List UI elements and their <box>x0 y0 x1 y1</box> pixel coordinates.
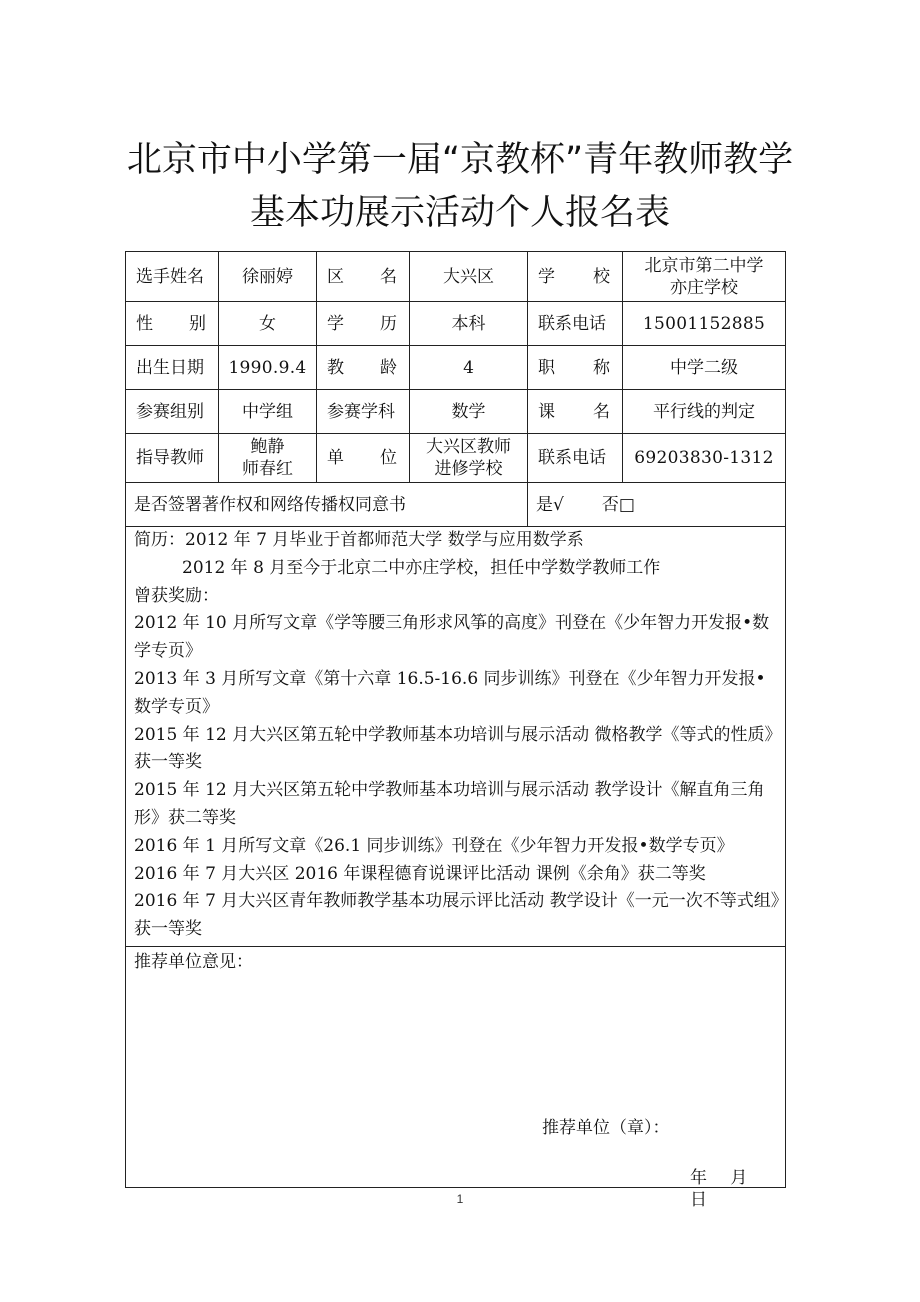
school-label: 学 校 <box>528 252 623 302</box>
unit-phone-label: 联系电话 <box>528 434 623 483</box>
document-title-line1: 北京市中小学第一届“京教杯”青年教师教学 <box>126 140 794 180</box>
district-value: 大兴区 <box>410 252 528 302</box>
recommendation-label: 推荐单位意见： <box>134 951 253 972</box>
name-label: 选手姓名 <box>126 252 219 302</box>
consent-question: 是否签署著作权和网络传播权同意书 <box>126 483 528 527</box>
unit-line1: 大兴区教师 <box>426 437 511 457</box>
award-item: 2012 年 10 月所写文章《学等腰三角形求风筝的高度》刊登在《少年智力开发报•数学专页》 <box>134 613 770 662</box>
birth-label: 出生日期 <box>126 346 219 390</box>
gender-label: 性 别 <box>126 302 219 346</box>
course-value: 平行线的判定 <box>623 390 786 434</box>
consent-no: 否□ <box>601 494 635 515</box>
school-line2: 亦庄学校 <box>670 277 738 298</box>
page-number: 1 <box>456 1192 464 1206</box>
consent-yes: 是√ <box>536 494 564 515</box>
course-label: 课 名 <box>528 390 623 434</box>
award-item: 2015 年 12 月大兴区第五轮中学教师基本功培训与展示活动 教学设计《解直角三角形》获二等奖 <box>134 780 765 828</box>
date-month: 月 <box>730 1167 748 1188</box>
unit-value <box>410 434 528 483</box>
subject-label: 参赛学科 <box>317 390 410 434</box>
job-title-value: 中学二级 <box>623 346 786 390</box>
birth-value: 1990.9.4 <box>219 346 317 390</box>
date-year: 年 <box>690 1167 707 1188</box>
awards-heading: 曾获奖励： <box>134 585 219 606</box>
school-value <box>623 252 786 302</box>
mentor-line2: 师春红 <box>242 459 293 479</box>
award-item: 2016 年 7 月大兴区青年教师教学基本功展示评比活动 教学设计《一元一次不等式组》获一等奖 <box>134 891 780 940</box>
resume-line1: 简历：2012 年 7 月毕业于首都师范大学 数学与应用数学系 <box>134 530 584 550</box>
award-item: 2013 年 3 月所写文章《第十六章 16.5-16.6 同步训练》刊登在《少年智力开发报•数学专页》 <box>134 668 766 717</box>
name-value: 徐丽婷 <box>219 252 317 302</box>
award-item: 2016 年 7 月大兴区 2016 年课程德育说课评比活动 课例《余角》获二等奖 <box>134 863 706 884</box>
recommendation-seal: 推荐单位（章）： <box>542 1117 670 1138</box>
registration-form-table <box>125 251 786 1210</box>
education-value: 本科 <box>410 302 528 346</box>
date-day: 日 <box>690 1189 707 1210</box>
award-item: 2016 年 1 月所写文章《26.1 同步训练》刊登在《少年智力开发报•数学专页》 <box>134 835 734 856</box>
subject-value: 数学 <box>410 390 528 434</box>
mentor-line1: 鲍静 <box>250 437 285 457</box>
mentor-value <box>219 434 317 483</box>
unit-line2: 进修学校 <box>434 459 503 479</box>
group-label: 参赛组别 <box>126 390 219 434</box>
school-line1: 北京市第二中学 <box>644 255 764 276</box>
document-title-line2: 基本功展示活动个人报名表 <box>249 193 670 233</box>
resume-cell <box>126 527 786 947</box>
district-label: 区 名 <box>317 252 410 302</box>
group-value: 中学组 <box>219 390 317 434</box>
education-label: 学 历 <box>317 302 410 346</box>
recommendation-cell <box>126 946 786 1210</box>
job-title-label: 职 称 <box>528 346 623 390</box>
teaching-years-label: 教 龄 <box>317 346 410 390</box>
mentor-label: 指导教师 <box>126 434 219 483</box>
unit-phone-value: 69203830-1312 <box>623 434 786 483</box>
phone-value: 15001152885 <box>623 302 786 346</box>
unit-label: 单 位 <box>317 434 410 483</box>
gender-value: 女 <box>219 302 317 346</box>
award-item: 2015 年 12 月大兴区第五轮中学教师基本功培训与展示活动 微格教学《等式的性质》获一等奖 <box>134 724 774 773</box>
teaching-years-value: 4 <box>410 346 528 390</box>
phone-label: 联系电话 <box>528 302 623 346</box>
resume-line2: 2012 年 8 月至今于北京二中亦庄学校，担任中学数学教师工作 <box>182 557 661 578</box>
consent-answer <box>528 483 786 527</box>
